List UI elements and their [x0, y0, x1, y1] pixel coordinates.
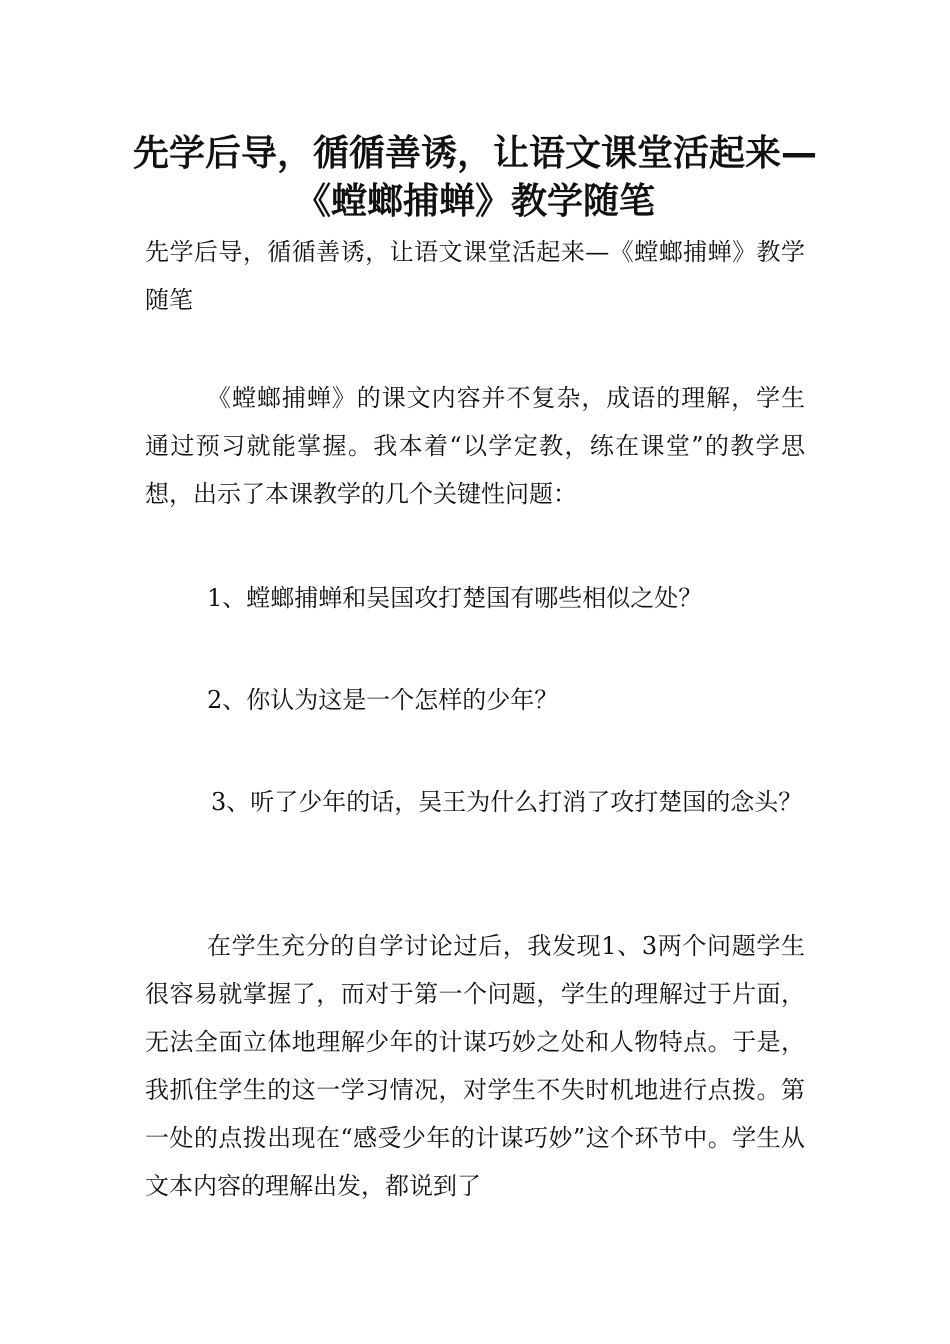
paragraph-intro: 《螳螂捕蝉》的课文内容并不复杂，成语的理解，学生通过预习就能掌握。我本着“以学定教，练在课堂”的教学思想，出示了本课教学的几个关键性问题： [145, 384, 805, 508]
question-3: 3、听了少年的话，吴王为什么打消了攻打楚国的念头？ [211, 788, 803, 816]
question-1: 1、螳螂捕蝉和吴国攻打楚国有哪些相似之处？ [207, 584, 703, 612]
document-title: 先学后导，循循善诱，让语文课堂活起来—《螳螂捕蝉》教学随笔 [132, 133, 817, 222]
paragraph-main: 在学生充分的自学讨论过后，我发现1、3两个问题学生很容易就掌握了，而对于第一个问题，学生的理解过于片面，无法全面立体地理解少年的计谋巧妙之处和人物特点。于是，我抓住学生的这一学习情况，对学生不失时机地进行点拨。第一处的点拨出现在“感受少年的计谋巧妙”这个环节中。学生从文本内容的理解出发，都说到了 [145, 932, 805, 1200]
document-subtitle: 先学后导，循循善诱，让语文课堂活起来—《螳螂捕蝉》教学随笔 [145, 238, 805, 314]
question-2: 2、你认为这是一个怎样的少年？ [207, 686, 559, 714]
